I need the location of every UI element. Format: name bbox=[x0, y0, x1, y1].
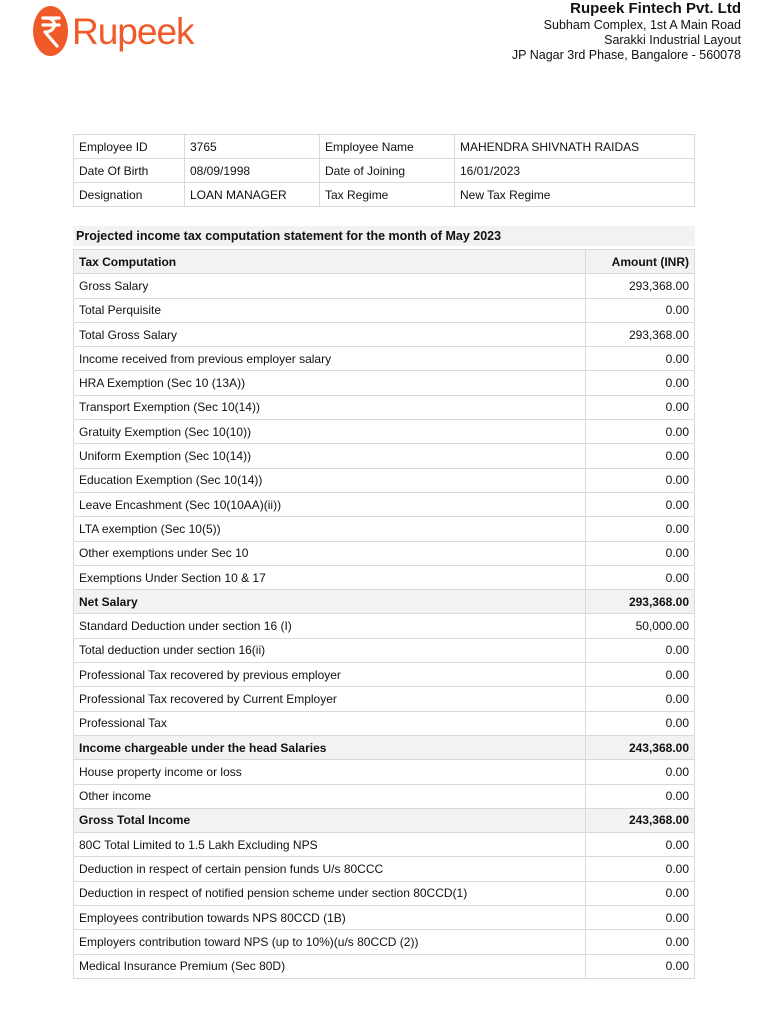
row-label: Medical Insurance Premium (Sec 80D) bbox=[74, 954, 586, 978]
row-label: Total Gross Salary bbox=[74, 322, 586, 346]
employee-name-value: MAHENDRA SHIVNATH RAIDAS bbox=[455, 135, 695, 159]
row-amount: 0.00 bbox=[586, 517, 695, 541]
table-row bbox=[74, 517, 695, 541]
table-row bbox=[74, 906, 695, 930]
table-row bbox=[74, 590, 695, 614]
row-label: Income chargeable under the head Salaries bbox=[74, 735, 586, 759]
row-amount: 243,368.00 bbox=[586, 735, 695, 759]
table-row bbox=[74, 784, 695, 808]
row-amount: 0.00 bbox=[586, 881, 695, 905]
company-logo bbox=[33, 6, 194, 56]
row-amount: 0.00 bbox=[586, 565, 695, 589]
row-label: Uniform Exemption (Sec 10(14)) bbox=[74, 444, 586, 468]
row-amount: 0.00 bbox=[586, 347, 695, 371]
row-amount: 0.00 bbox=[586, 371, 695, 395]
address-line: JP Nagar 3rd Phase, Bangalore - 560078 bbox=[511, 48, 741, 62]
row-amount: 0.00 bbox=[586, 492, 695, 516]
tax-regime-value: New Tax Regime bbox=[455, 183, 695, 207]
table-row bbox=[74, 347, 695, 371]
company-name: Rupeek Fintech Pvt. Ltd bbox=[570, 0, 741, 17]
table-row bbox=[74, 565, 695, 589]
row-amount: 0.00 bbox=[586, 711, 695, 735]
table-row bbox=[74, 541, 695, 565]
table-row bbox=[74, 395, 695, 419]
table-row bbox=[74, 735, 695, 759]
table-row bbox=[74, 808, 695, 832]
row-label: Professional Tax bbox=[74, 711, 586, 735]
logo-text: Rupeek bbox=[72, 10, 194, 52]
table-row bbox=[74, 298, 695, 322]
row-label: Gross Salary bbox=[74, 274, 586, 298]
row-label: Professional Tax recovered by Current Employer bbox=[74, 687, 586, 711]
row-amount: 50,000.00 bbox=[586, 614, 695, 638]
employee-name-label: Employee Name bbox=[320, 135, 455, 159]
row-label: Gross Total Income bbox=[74, 808, 586, 832]
table-row bbox=[74, 638, 695, 662]
table-row bbox=[74, 687, 695, 711]
row-amount: 293,368.00 bbox=[586, 322, 695, 346]
row-amount: 0.00 bbox=[586, 833, 695, 857]
row-amount: 0.00 bbox=[586, 298, 695, 322]
table-row bbox=[74, 492, 695, 516]
table-row bbox=[74, 274, 695, 298]
employee-details-table bbox=[73, 134, 695, 207]
tax-computation-table bbox=[73, 249, 695, 979]
table-row bbox=[74, 444, 695, 468]
row-amount: 0.00 bbox=[586, 468, 695, 492]
table-row bbox=[74, 322, 695, 346]
row-label: Professional Tax recovered by previous employer bbox=[74, 663, 586, 687]
table-row bbox=[74, 420, 695, 444]
row-label: Income received from previous employer salary bbox=[74, 347, 586, 371]
row-label: Standard Deduction under section 16 (I) bbox=[74, 614, 586, 638]
row-label: Deduction in respect of certain pension funds U/s 80CCC bbox=[74, 857, 586, 881]
row-label: Total Perquisite bbox=[74, 298, 586, 322]
row-label: LTA exemption (Sec 10(5)) bbox=[74, 517, 586, 541]
row-label: Employers contribution toward NPS (up to 10%)(u/s 80CCD (2)) bbox=[74, 930, 586, 954]
row-amount: 0.00 bbox=[586, 663, 695, 687]
row-amount: 0.00 bbox=[586, 420, 695, 444]
row-amount: 0.00 bbox=[586, 930, 695, 954]
address-line: Sarakki Industrial Layout bbox=[604, 33, 741, 47]
column-header-item: Tax Computation bbox=[74, 250, 586, 274]
doj-value: 16/01/2023 bbox=[455, 159, 695, 183]
address-line: Subham Complex, 1st A Main Road bbox=[543, 18, 741, 32]
row-label: 80C Total Limited to 1.5 Lakh Excluding NPS bbox=[74, 833, 586, 857]
tax-regime-label: Tax Regime bbox=[320, 183, 455, 207]
rupee-logo-icon bbox=[33, 6, 68, 56]
table-row bbox=[74, 760, 695, 784]
table-row bbox=[74, 930, 695, 954]
row-label: Total deduction under section 16(ii) bbox=[74, 638, 586, 662]
row-label: HRA Exemption (Sec 10 (13A)) bbox=[74, 371, 586, 395]
row-amount: 293,368.00 bbox=[586, 590, 695, 614]
row-label: Exemptions Under Section 10 & 17 bbox=[74, 565, 586, 589]
row-label: Other income bbox=[74, 784, 586, 808]
statement-title: Projected income tax computation statement for the month of May 2023 bbox=[73, 226, 695, 246]
table-row bbox=[74, 663, 695, 687]
row-amount: 0.00 bbox=[586, 954, 695, 978]
company-address-block bbox=[512, 0, 741, 63]
table-row bbox=[74, 857, 695, 881]
table-row bbox=[74, 135, 695, 159]
table-row bbox=[74, 881, 695, 905]
row-label: Gratuity Exemption (Sec 10(10)) bbox=[74, 420, 586, 444]
table-row bbox=[74, 614, 695, 638]
dob-label: Date Of Birth bbox=[74, 159, 185, 183]
column-header-amount: Amount (INR) bbox=[586, 250, 695, 274]
row-label: Net Salary bbox=[74, 590, 586, 614]
row-label: Other exemptions under Sec 10 bbox=[74, 541, 586, 565]
row-amount: 0.00 bbox=[586, 760, 695, 784]
row-amount: 0.00 bbox=[586, 541, 695, 565]
row-amount: 293,368.00 bbox=[586, 274, 695, 298]
designation-value: LOAN MANAGER bbox=[185, 183, 320, 207]
designation-label: Designation bbox=[74, 183, 185, 207]
table-row bbox=[74, 954, 695, 978]
table-row bbox=[74, 833, 695, 857]
employee-id-label: Employee ID bbox=[74, 135, 185, 159]
dob-value: 08/09/1998 bbox=[185, 159, 320, 183]
table-row bbox=[74, 371, 695, 395]
table-header-row bbox=[74, 250, 695, 274]
employee-id-value: 3765 bbox=[185, 135, 320, 159]
row-label: Leave Encashment (Sec 10(10AA)(ii)) bbox=[74, 492, 586, 516]
table-row bbox=[74, 711, 695, 735]
row-amount: 0.00 bbox=[586, 906, 695, 930]
row-label: House property income or loss bbox=[74, 760, 586, 784]
row-amount: 0.00 bbox=[586, 784, 695, 808]
doj-label: Date of Joining bbox=[320, 159, 455, 183]
row-amount: 0.00 bbox=[586, 395, 695, 419]
row-label: Deduction in respect of notified pension scheme under section 80CCD(1) bbox=[74, 881, 586, 905]
row-label: Transport Exemption (Sec 10(14)) bbox=[74, 395, 586, 419]
table-row bbox=[74, 468, 695, 492]
table-row bbox=[74, 159, 695, 183]
table-row bbox=[74, 183, 695, 207]
row-label: Employees contribution towards NPS 80CCD (1B) bbox=[74, 906, 586, 930]
row-amount: 0.00 bbox=[586, 444, 695, 468]
row-label: Education Exemption (Sec 10(14)) bbox=[74, 468, 586, 492]
row-amount: 0.00 bbox=[586, 857, 695, 881]
row-amount: 243,368.00 bbox=[586, 808, 695, 832]
row-amount: 0.00 bbox=[586, 687, 695, 711]
row-amount: 0.00 bbox=[586, 638, 695, 662]
